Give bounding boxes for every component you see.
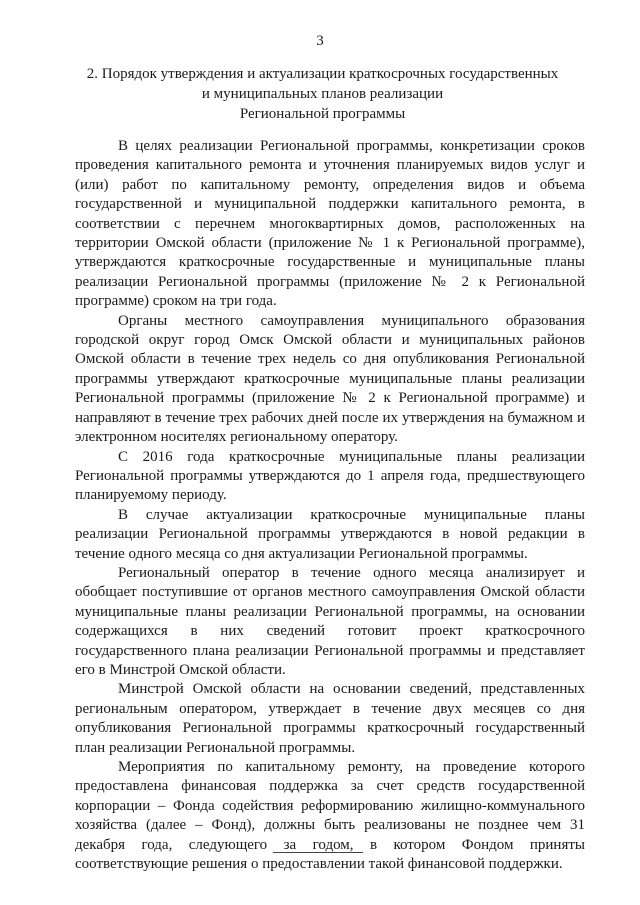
section-heading-line-1: 2. Порядок утверждения и актуализации краткосрочных государственных <box>86 66 559 82</box>
body-text <box>75 137 585 874</box>
section-heading <box>60 64 585 124</box>
paragraph-2: Органы местного самоуправления муниципального образования городской округ город Омск Омской области и муниципальных районов Омской области в течение трех недель со дня опубликования Региональной программы утверждают краткосрочные муниципальные планы реализации Региональной программы (приложение № 2 к Региональной программе) и направляют в течение трех рабочих дней после их утверждения на бумажном и электронном носителях региональному оператору. <box>75 312 585 446</box>
paragraph-7: Мероприятия по капитальному ремонту, на проведение которого предоставлена финансовая поддержка за счет средств государственной корпорации – Фонда содействия реформированию жилищно-коммунального хозяйства (далее – Фонд), должны быть реализованы не позднее чем 31 декабря года, следующего за годом, в котором Фондом приняты соответствующие решения о предоставлении такой финансовой поддержки. <box>75 759 585 873</box>
paragraph-1: В целях реализации Региональной программы, конкретизации сроков проведения капитального ремонта и уточнения планируемых видов услуг и (или) работ по капитальному ремонту, определения видов и объема государственной и муниципальной поддержки капитального ремонта, в соответствии с перечнем многоквартирных домов, расположенных на территории Омской области (приложение № 1 к Региональной программе), утверждаются краткосрочные государственные и муниципальные планы реализации Региональной программы (приложение № 2 к Региональной программе) сроком на три года. <box>75 138 585 310</box>
paragraph-4: В случае актуализации краткосрочные муниципальные планы реализации Региональной программы утверждаются в новой редакции в течение одного месяца со дня актуализации Региональной программы. <box>75 506 585 562</box>
paragraph-3: С 2016 года краткосрочные муниципальные планы реализации Региональной программы утверждаются до 1 апреля года, предшествующего планируемому периоду. <box>75 448 585 504</box>
paragraph-6: Минстрой Омской области на основании сведений, представленных региональным оператором, утверждает в течение двух месяцев со дня опубликования Региональной программы краткосрочный государственный план реализации Региональной программы. <box>75 681 585 756</box>
section-heading-line-3: Региональной программы <box>239 106 406 122</box>
paragraph-5: Региональный оператор в течение одного месяца анализирует и обобщает поступившие от органов местного самоуправления Омской области муниципальные планы реализации Региональной программы, на основании содержащихся в них сведений готовит проект краткосрочного государственного плана реализации Региональной программы и представляет его в Минстрой Омской области. <box>75 564 585 678</box>
page-number: 3 <box>316 33 324 49</box>
closing-rule <box>273 852 363 853</box>
section-heading-line-2: и муниципальных планов реализации <box>201 86 444 102</box>
